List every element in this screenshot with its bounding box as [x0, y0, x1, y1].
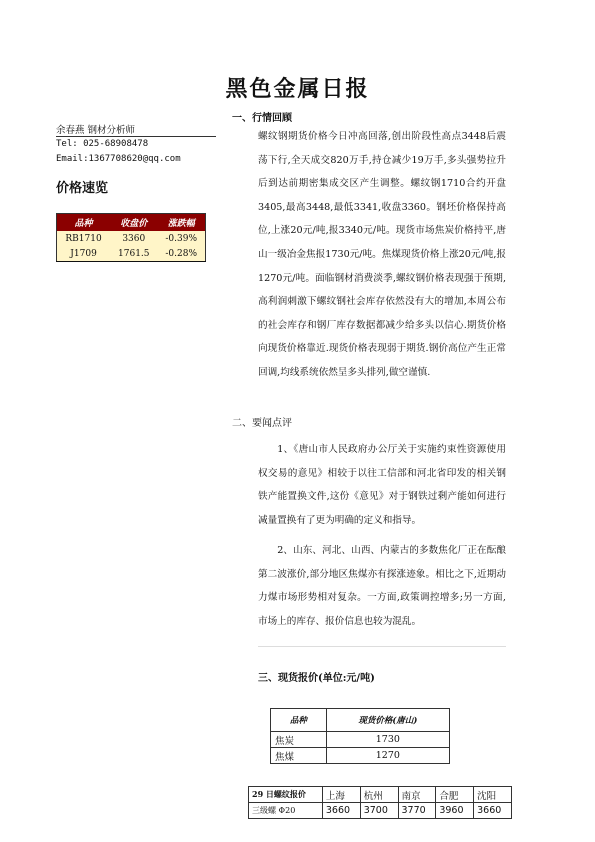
table-cell: 3660	[322, 803, 360, 819]
column-header: 品种	[271, 709, 327, 732]
table-cell: 3960	[436, 803, 474, 819]
price-overview-title: 价格速览	[56, 181, 109, 196]
table-cell: RB1710	[57, 231, 111, 246]
table-header-row	[271, 709, 450, 732]
author-email: Email:1367708620@qq.com	[56, 154, 181, 164]
column-header: 现货价格(唐山)	[326, 709, 449, 732]
column-header: 收盘价	[110, 214, 157, 232]
city-header: 上海	[322, 787, 360, 803]
table-cell: 3660	[474, 803, 512, 819]
city-header: 合肥	[436, 787, 474, 803]
table-cell: 焦炭	[271, 732, 327, 748]
rebar-price-table	[248, 786, 512, 819]
table-header-row	[249, 787, 512, 803]
price-overview-table	[56, 213, 206, 262]
table-cell: J1709	[57, 246, 111, 262]
column-header: 涨跌幅	[157, 214, 205, 232]
table-row	[57, 246, 206, 262]
author-divider	[56, 136, 216, 137]
table-cell: 3700	[360, 803, 398, 819]
market-review-paragraph: 螺纹钢期货价格今日冲高回落,创出阶段性高点3448后震荡下行,全天成交820万手,持仓减少19万手,多头强势拉升后到达前期密集成交区产生调整。螺纹钢1710合约开盘3405,最高3448,最低3341,收盘3360。钢坯价格保持高位,上涨20元/吨,报3340元/吨。现货市场焦炭价格持平,唐山一级冶金焦报1730元/吨。焦煤现货价格上涨20元/吨,报1270元/吨。面临钢材消费淡季,螺纹钢价格表现强于预期,高利润刺激下螺纹钢社会库存依然没有大的增加,本周公布的社会库存和钢厂库存数据都减少给多头以信心.期货价格向现货价格靠近.现货价格表现弱于期货.钢价高位产生正常回调,均线系统依然呈多头排列,做空谨慎.	[258, 131, 506, 378]
table-cell: 1761.5	[110, 246, 157, 262]
news-item: 1、《唐山市人民政府办公厅关于实施约束性资源使用权交易的意见》相较于以往工信部和河北省印发的相关钢铁产能置换文件,这份《意见》对于钢铁过剩产能如何进行减量置换有了更为明确的定义和指导。	[258, 444, 506, 527]
section-heading-spot-price: 三、现货报价(单位:元/吨)	[258, 673, 375, 684]
section-divider	[258, 646, 506, 647]
table-cell: 1270	[326, 748, 449, 764]
rebar-spec: 三级螺 Φ20	[249, 803, 323, 819]
table-row	[271, 732, 450, 748]
author-line: 余春燕 钢材分析师	[56, 125, 136, 136]
author-tel: Tel: 025-68908478	[56, 139, 149, 149]
table-cell: -0.39%	[157, 231, 205, 246]
news-item: 2、山东、河北、山西、内蒙古的多数焦化厂正在酝酿第二波涨价,部分地区焦煤亦有探涨迹象。相比之下,近期动力煤市场形势相对复杂。一方面,政策调控增多;另一方面,市场上的库存、报价信息也较为混乱。	[258, 545, 506, 628]
table-header-row	[57, 214, 206, 232]
column-header: 品种	[57, 214, 111, 232]
table-cell: 焦煤	[271, 748, 327, 764]
table-cell: 1730	[326, 732, 449, 748]
report-title: 黑色金属日报	[225, 76, 370, 102]
city-header: 南京	[398, 787, 436, 803]
table-cell: -0.28%	[157, 246, 205, 262]
section-heading-market-review: 一、行情回顾	[232, 113, 292, 124]
city-header: 杭州	[360, 787, 398, 803]
table-row	[249, 803, 512, 819]
table-cell: 3770	[398, 803, 436, 819]
table-cell: 3360	[110, 231, 157, 246]
table-row	[57, 231, 206, 246]
spot-price-table	[270, 708, 450, 764]
rebar-header-label: 29 日螺纹报价	[249, 787, 323, 803]
section-heading-news: 二、要闻点评	[232, 418, 292, 429]
city-header: 沈阳	[474, 787, 512, 803]
table-row	[271, 748, 450, 764]
